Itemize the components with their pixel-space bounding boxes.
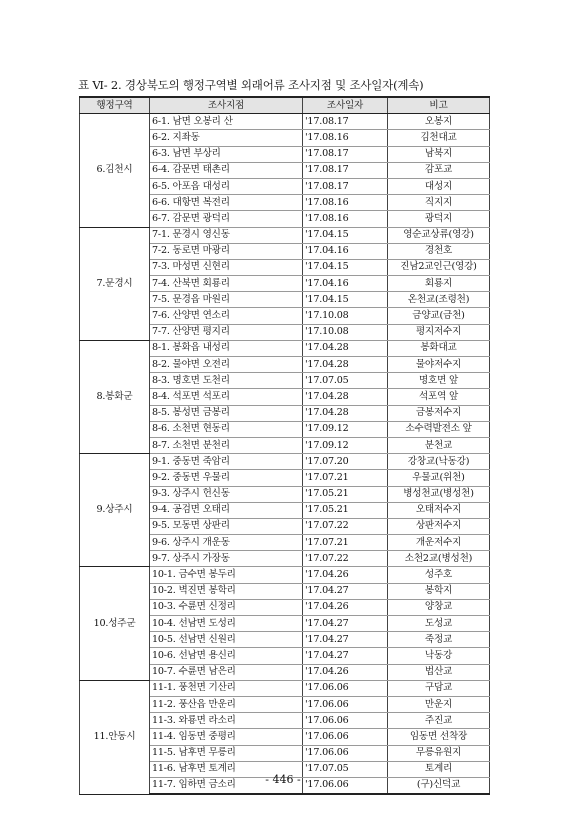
note-cell: 김천대교 [388,130,490,146]
date-cell: '17.04.28 [303,340,388,356]
table-header-row [80,97,490,114]
note-cell: 소천2교(병성천) [388,551,490,567]
table-row [80,680,490,696]
note-cell: 오봉지 [388,114,490,130]
note-cell: 물야저수지 [388,357,490,373]
date-cell: '17.07.21 [303,535,388,551]
date-cell: '17.08.17 [303,178,388,194]
note-cell: 석포역 앞 [388,389,490,405]
site-cell: 8-7. 소천면 분천리 [150,437,303,453]
note-cell: 광덕지 [388,211,490,227]
date-cell: '17.07.22 [303,551,388,567]
site-cell: 6-4. 감문면 태촌리 [150,162,303,178]
date-cell: '17.09.12 [303,437,388,453]
note-cell: 직지지 [388,195,490,211]
note-cell: 토계리 [388,761,490,777]
note-cell: 영순교상류(영강) [388,227,490,243]
date-cell: '17.08.17 [303,162,388,178]
site-cell: 6-2. 지좌동 [150,130,303,146]
note-cell: 성주호 [388,567,490,583]
date-cell: '17.07.20 [303,454,388,470]
date-cell: '17.06.06 [303,696,388,712]
site-cell: 10-7. 수륜면 남은리 [150,664,303,680]
note-cell: 오태저수지 [388,502,490,518]
table-row [80,227,490,243]
note-cell: 경천호 [388,243,490,259]
note-cell: 온천교(조령천) [388,292,490,308]
note-cell: 양창교 [388,599,490,615]
note-cell: 진남2교인근(영강) [388,259,490,275]
note-cell: 죽정교 [388,632,490,648]
region-cell: 8.봉화군 [80,340,150,453]
survey-sites-table [79,96,490,795]
note-cell: 낙동강 [388,648,490,664]
header-region: 행정구역 [80,97,150,114]
region-cell: 7.문경시 [80,227,150,340]
date-cell: '17.04.26 [303,599,388,615]
date-cell: '17.04.28 [303,389,388,405]
note-cell: 남북지 [388,146,490,162]
site-cell: 8-3. 명호면 도천리 [150,373,303,389]
site-cell: 9-4. 공검면 오태리 [150,502,303,518]
date-cell: '17.04.16 [303,276,388,292]
table-row [80,454,490,470]
date-cell: '17.05.21 [303,502,388,518]
site-cell: 7-2. 동로면 마광리 [150,243,303,259]
date-cell: '17.04.28 [303,357,388,373]
note-cell: 법산교 [388,664,490,680]
region-cell: 6.김천시 [80,114,150,227]
note-cell: 무릉유원지 [388,745,490,761]
site-cell: 6-3. 남면 부상리 [150,146,303,162]
site-cell: 9-3. 상주시 헌신동 [150,486,303,502]
date-cell: '17.08.16 [303,195,388,211]
date-cell: '17.06.06 [303,729,388,745]
note-cell: 소수력발전소 앞 [388,421,490,437]
region-cell: 11.안동시 [80,680,150,794]
note-cell: 주진교 [388,713,490,729]
date-cell: '17.06.06 [303,745,388,761]
note-cell: 대성지 [388,178,490,194]
date-cell: '17.07.05 [303,761,388,777]
table-caption: 표 Ⅵ- 2. 경상북도의 행정구역별 외래어류 조사지점 및 조사일자(계속) [78,78,424,92]
note-cell: 만운지 [388,696,490,712]
date-cell: '17.04.26 [303,567,388,583]
date-cell: '17.08.16 [303,211,388,227]
region-cell: 9.상주시 [80,454,150,567]
date-cell: '17.06.06 [303,680,388,696]
date-cell: '17.09.12 [303,421,388,437]
site-cell: 11-3. 와룡면 라소리 [150,713,303,729]
date-cell: '17.04.27 [303,616,388,632]
note-cell: 개운저수지 [388,535,490,551]
site-cell: 7-3. 마성면 신현리 [150,259,303,275]
note-cell: 상판저수지 [388,518,490,534]
note-cell: 도성교 [388,616,490,632]
note-cell: 금양교(금천) [388,308,490,324]
site-cell: 8-4. 석포면 석포리 [150,389,303,405]
date-cell: '17.04.28 [303,405,388,421]
page-number: - 446 - [265,773,301,786]
note-cell: 금봉저수지 [388,405,490,421]
date-cell: '17.07.22 [303,518,388,534]
date-cell: '17.07.21 [303,470,388,486]
site-cell: 10-3. 수륜면 신정리 [150,599,303,615]
site-cell: 11-1. 풍천면 기산리 [150,680,303,696]
table-row [80,114,490,130]
site-cell: 10-2. 벽진면 봉학리 [150,583,303,599]
header-note: 비고 [388,97,490,114]
site-cell: 11-6. 남후면 토계리 [150,761,303,777]
site-cell: 8-1. 봉화읍 내성리 [150,340,303,356]
site-cell: 7-7. 산양면 평지리 [150,324,303,340]
site-cell: 6-1. 남면 오봉리 산 [150,114,303,130]
site-cell: 11-5. 남후면 무릉리 [150,745,303,761]
header-site: 조사지점 [150,97,303,114]
note-cell: 봉학지 [388,583,490,599]
date-cell: '17.05.21 [303,486,388,502]
region-cell: 10.성주군 [80,567,150,680]
date-cell: '17.04.15 [303,292,388,308]
site-cell: 7-4. 산북면 회룡리 [150,276,303,292]
site-cell: 11-7. 임하면 금소리 [150,777,303,794]
date-cell: '17.04.26 [303,664,388,680]
site-cell: 11-2. 풍산읍 만운리 [150,696,303,712]
table-body [80,114,490,794]
date-cell: '17.04.16 [303,243,388,259]
note-cell: 봉화대교 [388,340,490,356]
note-cell: 강창교(낙동강) [388,454,490,470]
date-cell: '17.04.15 [303,259,388,275]
date-cell: '17.10.08 [303,308,388,324]
table-row [80,567,490,583]
site-cell: 9-7. 상주시 가장동 [150,551,303,567]
table-row [80,340,490,356]
site-cell: 6-7. 감문면 광덕리 [150,211,303,227]
note-cell: 구담교 [388,680,490,696]
site-cell: 7-1. 문경시 영신동 [150,227,303,243]
header-date: 조사일자 [303,97,388,114]
site-cell: 9-2. 중동면 우물리 [150,470,303,486]
site-cell: 8-5. 봉성면 금봉리 [150,405,303,421]
site-cell: 10-1. 금수면 봉두리 [150,567,303,583]
site-cell: 7-6. 산양면 연소리 [150,308,303,324]
date-cell: '17.04.15 [303,227,388,243]
note-cell: 회룡지 [388,276,490,292]
site-cell: 6-6. 대항면 복전리 [150,195,303,211]
site-cell: 7-5. 문경읍 마원리 [150,292,303,308]
date-cell: '17.08.17 [303,114,388,130]
site-cell: 11-4. 임동면 중평리 [150,729,303,745]
date-cell: '17.08.17 [303,146,388,162]
site-cell: 8-6. 소천면 현동리 [150,421,303,437]
site-cell: 9-1. 중동면 죽암리 [150,454,303,470]
date-cell: '17.04.27 [303,632,388,648]
site-cell: 6-5. 아포읍 대성리 [150,178,303,194]
note-cell: 우물교(위천) [388,470,490,486]
site-cell: 9-5. 모동면 상판리 [150,518,303,534]
site-cell: 10-5. 선남면 신원리 [150,632,303,648]
date-cell: '17.10.08 [303,324,388,340]
note-cell: 병성천교(병성천) [388,486,490,502]
date-cell: '17.06.06 [303,777,388,794]
date-cell: '17.06.06 [303,713,388,729]
site-cell: 10-4. 선남면 도성리 [150,616,303,632]
date-cell: '17.07.05 [303,373,388,389]
site-cell: 8-2. 물야면 오전리 [150,357,303,373]
date-cell: '17.08.16 [303,130,388,146]
note-cell: 분천교 [388,437,490,453]
note-cell: 명호면 앞 [388,373,490,389]
date-cell: '17.04.27 [303,648,388,664]
date-cell: '17.04.27 [303,583,388,599]
note-cell: (구)신덕교 [388,777,490,794]
note-cell: 감포교 [388,162,490,178]
site-cell: 9-6. 상주시 개운동 [150,535,303,551]
note-cell: 평지저수지 [388,324,490,340]
note-cell: 임동면 선착장 [388,729,490,745]
site-cell: 10-6. 선남면 용신리 [150,648,303,664]
